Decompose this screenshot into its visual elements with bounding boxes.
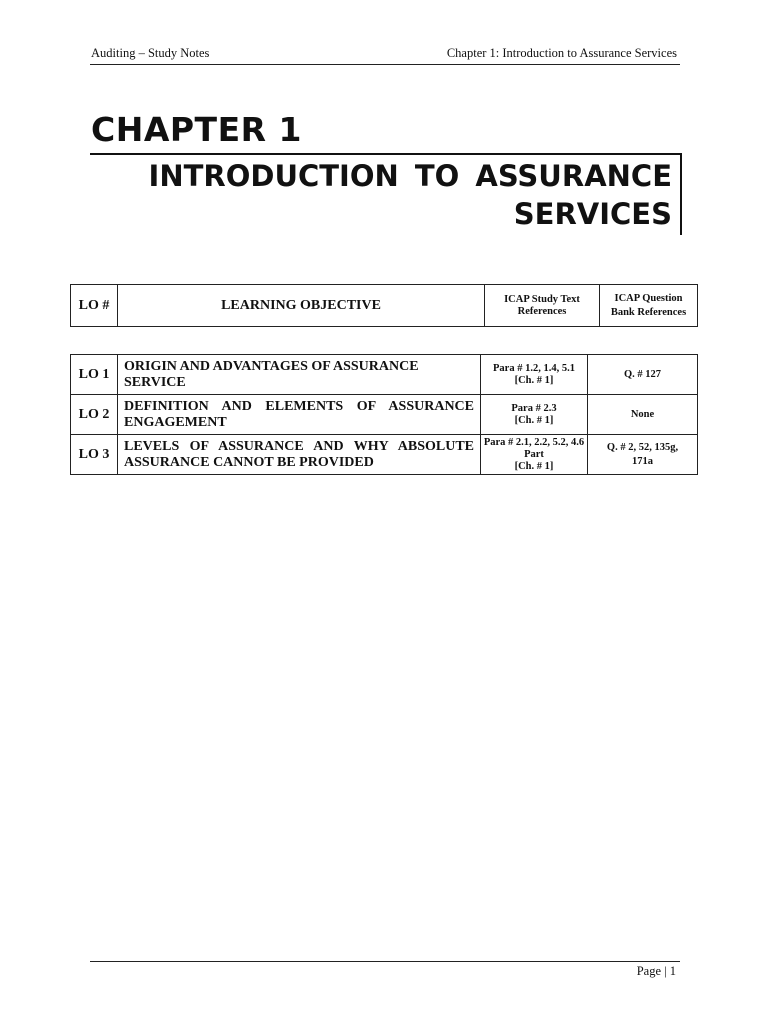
row-study-text [481, 395, 588, 435]
study-text-para: Para # 2.3 [Ch. # 1] [511, 402, 557, 426]
header-right: Chapter 1: Introduction to Assurance Services [446, 46, 677, 60]
learning-objectives-header-table [70, 284, 698, 327]
page-header [90, 46, 680, 65]
learning-objectives-table [70, 354, 698, 475]
row-study-text [481, 435, 588, 475]
row-question-bank: None [588, 395, 698, 435]
study-text-para: Para # 2.1, 2.2, 5.2, 4.6 Part [Ch. # 1] [483, 436, 585, 472]
row-question-bank: Q. # 2, 52, 135g, 171a [588, 435, 698, 475]
table-row [71, 395, 698, 435]
row-objective: ORIGIN AND ADVANTAGES OF ASSURANCE SERVICE [118, 355, 481, 395]
header-left: Auditing – Study Notes [91, 46, 210, 60]
page-number: Page | 1 [636, 964, 676, 978]
table-row [71, 355, 698, 395]
chapter-title-line2: SERVICES [513, 197, 672, 231]
header-objective: LEARNING OBJECTIVE [118, 285, 485, 327]
page-footer [90, 961, 680, 978]
row-question-bank: Q. # 127 [588, 355, 698, 395]
study-text-para: Para # 1.2, 1.4, 5.1 [Ch. # 1] [493, 362, 575, 386]
row-lo: LO 2 [71, 395, 118, 435]
chapter-title-line1: INTRODUCTION TO ASSURANCE [148, 159, 672, 193]
header-question-bank: ICAP Question Bank References [600, 285, 698, 327]
chapter-title-box [90, 153, 682, 235]
row-lo: LO 1 [71, 355, 118, 395]
header-row [71, 285, 698, 327]
header-study-text: ICAP Study Text References [485, 285, 600, 327]
row-lo: LO 3 [71, 435, 118, 475]
row-objective: DEFINITION AND ELEMENTS OF ASSURANCE ENGAGEMENT [118, 395, 481, 435]
table-row [71, 435, 698, 475]
header-lo: LO # [71, 285, 118, 327]
row-objective: LEVELS OF ASSURANCE AND WHY ABSOLUTE ASSURANCE CANNOT BE PROVIDED [118, 435, 481, 475]
row-study-text [481, 355, 588, 395]
chapter-number: CHAPTER 1 [91, 110, 302, 149]
